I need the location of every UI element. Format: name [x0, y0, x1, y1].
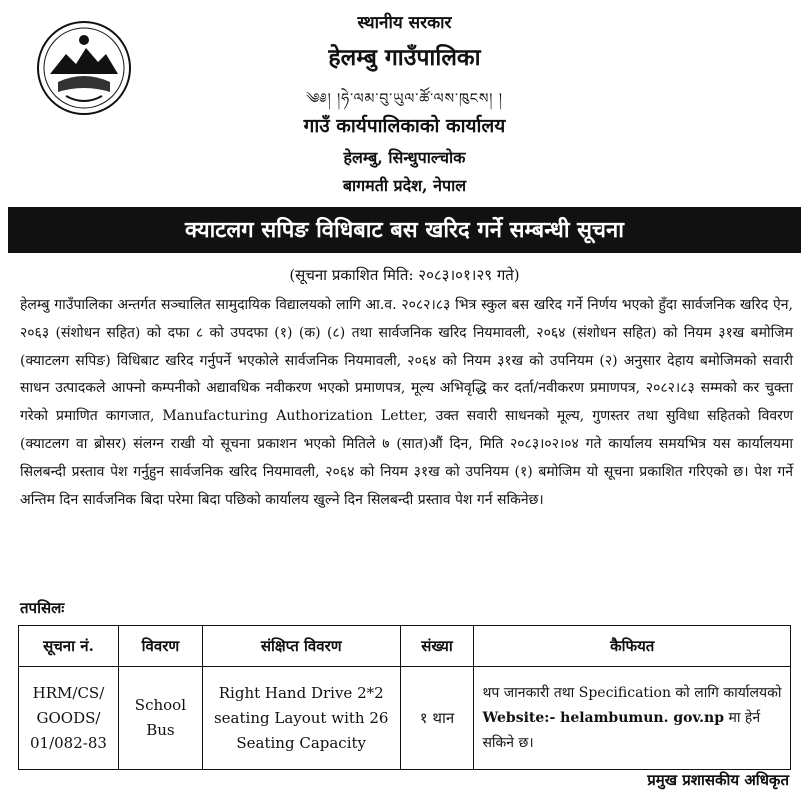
header-quantity: संख्या [400, 626, 474, 667]
cell-quantity: १ थान [400, 667, 474, 770]
cell-item: School Bus [118, 667, 202, 770]
notice-body: हेलम्बु गाउँपालिका अन्तर्गत सञ्चालित सामुदायिक विद्यालयको लागि आ.व. २०८२।८३ भित्र स्कुल बस खरिद गर्ने निर्णय भएको हुँदा सार्वजनिक खरिद ऐन, २०६३ (संशोधन सहित) को दफा ८ को उपदफा (१) (क) (८) तथा सार्वजनिक खरिद नियमावली, २०६४ (संशोधन सहित) को नियम ३१ख बमोजिम (क्याटलग सपिङ) विधिबाट खरिद गर्नुपर्ने भएकोले सार्वजनिक नियमावली, २०६४ को नियम ३१ख को उपनियम (२) अनुसार देहाय बमोजिमको सवारी साधन उत्पादकले आफ्नो कम्पनीको अद्यावधिक नवीकरण भएको प्रमाणपत्र, मूल्य अभिवृद्धि कर दर्ता/नवीकरण प्रमाणपत्र, २०८२।८३ सम्मको कर चुक्ता गरेको प्रमाणित कागजात, Manufacturing Authorization Letter, उक्त सवारी साधनको मूल्य, गुणस्तर तथा सुविधा सहितको विवरण (क्याटलग वा ब्रोसर) संलग्न राखी यो सूचना प्रकाशन भएको मितिले ७ (सात)औं दिन, मिति २०८३।०२।०४ गते कार्यालय समयभित्र यस कार्यालयमा सिलबन्दी प्रस्ताव पेश गर्नुहुन सार्वजनिक खरिद नियमावली, २०६४ को नियम ३१ख को उपनियम (१) बमोजिम यो सूचना प्रकाशित गरिएको छ। पेश गर्ने अन्तिम दिन सार्वजनिक बिदा परेमा बिदा पछिको कार्यालय खुल्ने दिन सिलबन्दी प्रस्ताव पेश गर्न सकिनेछ। [20, 297, 793, 508]
header-remark: कैफियत [474, 626, 791, 667]
tibetan-name-line: ༄༅། །ཧེ་ལམ་བུ་ཡུལ་ཚོ་ལས་ཁུངས། ། [306, 91, 503, 107]
municipality-name: हेलम्बु गाउँपालिका [328, 44, 481, 71]
office-name: गाउँ कार्यपालिकाको कार्यालय [303, 115, 506, 137]
details-table [18, 625, 791, 770]
letterhead [0, 0, 809, 205]
notice-title: क्याटलग सपिङ विधिबाट बस खरिद गर्ने सम्बन्धी सूचना [8, 207, 801, 253]
table-header-row [19, 626, 791, 667]
remark-prefix: थप जानकारी तथा Specification को लागि कार्यालयको [482, 684, 782, 701]
header-notice-no: सूचना नं. [19, 626, 119, 667]
cell-notice-no: HRM/CS/ GOODS/ 01/082-83 [19, 667, 119, 770]
address-line-2: बागमती प्रदेश, नेपाल [342, 176, 467, 195]
cell-brief: Right Hand Drive 2*2 seating Layout with 26 Seating Capacity [202, 667, 400, 770]
address-line-1: हेलम्बु, सिन्धुपाल्चोक [343, 148, 466, 167]
signatory-title: प्रमुख प्रशासकीय अधिकृत [647, 771, 789, 789]
header-brief: संक्षिप्त विवरण [202, 626, 400, 667]
cell-remark [474, 667, 791, 770]
website-link[interactable]: Website:- helambumun. gov.np [482, 709, 725, 726]
remark-suffix: मा हेर्न सकिने छ। [482, 709, 761, 751]
table-row [19, 667, 791, 770]
header-item: विवरण [118, 626, 202, 667]
details-heading: तपसिलः [20, 599, 65, 617]
local-government-label: स्थानीय सरकार [357, 13, 452, 33]
published-date: (सूचना प्रकाशित मिति: २०८३।०१।२९ गते) [289, 266, 520, 284]
